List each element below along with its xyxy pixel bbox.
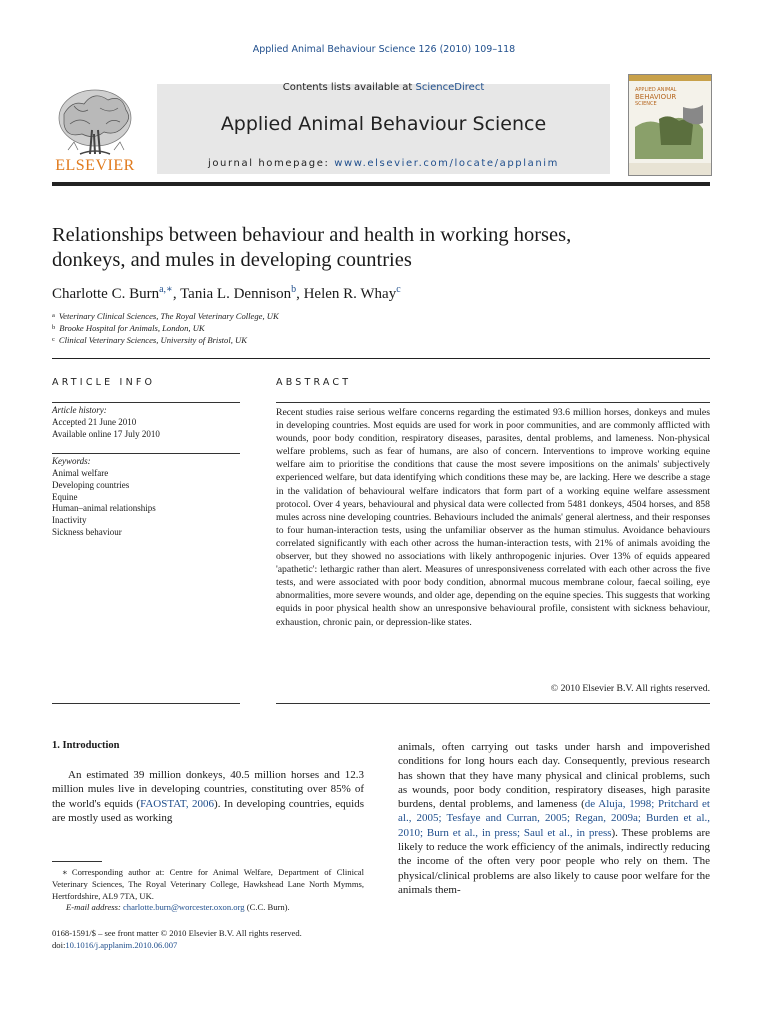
abstract-divider <box>276 703 710 704</box>
email-label: E-mail address: <box>66 902 121 913</box>
affiliations <box>52 310 279 346</box>
contents-line <box>157 82 610 93</box>
section-divider <box>52 358 710 359</box>
issn-line: 0168-1591/$ – see front matter © 2010 Elsevier B.V. All rights reserved. <box>52 928 302 938</box>
affiliation-text: Veterinary Clinical Sciences, The Royal Veterinary College, UK <box>58 311 279 321</box>
homepage-link[interactable]: www.elsevier.com/locate/applanim <box>334 158 560 169</box>
abstract-text: Recent studies raise serious welfare concerns regarding the estimated 93.6 million horses, donkeys and mules in developing countries. Most equids are used for work in poor communities, and are commonly afflicted with wounds, poor body condition, respiratory diseases, parasites, dental problems, and lameness. Non-physical welfare problems, such as fear of humans, are also of concern. Interventions to improve working equine welfare aim to prioritise the conditions that cause the most severe impositions on the animals' subjectively experienced welfare, but data identifying which conditions these may be, are lacking. Here we describe a stage in the validation of behavioural welfare indicators that form part of a working equine welfare assessment protocol. Over 4 years, behavioural and physical data were collected from 5481 donkeys, 4504 horses, and 858 mules across nine developing countries. Behaviours included the animals' general alertness, and their responses to four human-interaction tests, using the unfamiliar observer as the human stimulus. Avoidance behaviours correlated significantly with each other across the human-interaction tests, with 21% of animals avoiding the observer, but they showed no associations with likely anthropogenic injuries. Over 13% of equids appeared 'apathetic': lethargic rather than alert. Measures of unresponsiveness correlated with each other across the five tests, and were associated with poor body condition, abnormal mucous membrane colour, faecal soiling, eye abnormalities, more severe wounds, and older age, depending on the equine species. This suggests that working equids in poor physical health show an unresponsive behavioural profile, consistent with sickness behaviour, exhaustion, chronic pain, or depression-like states. <box>276 407 710 628</box>
citation-link[interactable]: FAOSTAT, 2006 <box>140 797 215 810</box>
abstract-copyright: © 2010 Elsevier B.V. All rights reserved. <box>550 683 710 694</box>
email-link[interactable]: charlotte.burn@worcester.oxon.org <box>122 902 245 913</box>
history-item: Available online 17 July 2010 <box>52 428 160 439</box>
article-info-heading: ARTICLE INFO <box>52 377 156 388</box>
abstract-heading: ABSTRACT <box>276 377 352 388</box>
article-title-line: donkeys, and mules in developing countries <box>52 249 412 271</box>
affiliation-mark: c <box>52 336 55 343</box>
affiliation-text: Clinical Veterinary Sciences, University of Bristol, UK <box>58 335 247 345</box>
cover-title <box>635 87 676 107</box>
abstract-divider <box>276 402 710 403</box>
keyword-item: Developing countries <box>52 479 130 490</box>
homepage-prefix: journal homepage: <box>207 158 335 169</box>
keyword-item: Sickness behaviour <box>52 526 122 537</box>
footnote-divider <box>52 861 102 862</box>
doi-line <box>52 940 302 952</box>
contents-prefix: Contents lists available at <box>282 82 416 93</box>
keyword-list <box>52 468 156 539</box>
sciencedirect-link[interactable]: ScienceDirect <box>415 82 485 93</box>
journal-homepage <box>157 158 610 169</box>
article-title <box>52 223 712 273</box>
paragraph-text: ). In developing countries, equids are mostly used as working <box>52 797 365 824</box>
affiliation-mark: a <box>52 312 55 319</box>
article-title-line: Relationships between behaviour and health in working horses, <box>52 224 572 246</box>
header-divider <box>52 182 710 186</box>
doi-prefix: doi: <box>52 939 66 950</box>
author-affiliation-mark[interactable]: a,∗ <box>159 284 173 295</box>
paragraph-text: An estimated 39 million donkeys, 40.5 million horses and 12.3 million mules live in developing countries, constituting over 85% of the world's equids ( <box>52 769 364 810</box>
corresponding-author-footnote <box>52 867 364 914</box>
journal-cover-thumbnail[interactable] <box>628 74 712 176</box>
affiliation-mark: b <box>52 324 56 331</box>
author-list: Charlotte C. Burn$^{a,∗}$, Tania L. Dennison$^b$, Helen R. Whay$^c$ <box>52 284 401 302</box>
cover-title-line: APPLIED ANIMAL <box>635 87 677 93</box>
front-matter-info <box>52 928 302 952</box>
journal-citation[interactable]: Applied Animal Behaviour Science 126 (2010) 109–118 <box>252 44 516 55</box>
author-name: Helen R. Whay <box>303 286 397 302</box>
keyword-item: Animal welfare <box>52 468 109 478</box>
section-heading-introduction: 1. Introduction <box>52 740 120 751</box>
author-affiliation-mark[interactable]: b <box>291 284 297 295</box>
author-name: Charlotte C. Burn <box>52 286 160 302</box>
history-item: Accepted 21 June 2010 <box>52 417 137 427</box>
intro-paragraph <box>52 768 364 825</box>
elsevier-wordmark[interactable]: ELSEVIER <box>55 157 135 174</box>
paragraph-text: animals, often carrying out tasks under harsh and impoverished conditions for long hours each day. Consequently, previous research has shown that they have many physical and clinical problems, such as wounds, poor body condition, respiratory diseases, high parasite burdens, dental problems, and lameness ( <box>398 741 710 811</box>
footnote-text: Corresponding author at: Centre for Animal Welfare, Department of Clinical Veterinary Sciences, The Royal Veterinary College, Hawkshead Lane North Mymms, Hertfordshire, AL9 7TA, UK. <box>52 867 364 901</box>
author-name: Tania L. Dennison <box>180 286 292 302</box>
keyword-item: Equine <box>52 491 78 502</box>
journal-name: Applied Animal Behaviour Science <box>220 113 547 135</box>
citation-links[interactable]: de Aluja, 1998; Pritchard et al., 2005; Tesfaye and Curran, 2005; Regan, 2009a; Burden et al., 2010; Burn et al., in press; Saul et al., in press <box>398 798 710 839</box>
article-info-divider <box>52 402 240 403</box>
cover-title-line: BEHAVIOUR <box>635 93 677 101</box>
intro-paragraph-continued <box>398 740 710 897</box>
article-info-divider <box>52 703 240 704</box>
author-affiliation-mark[interactable]: c <box>396 284 401 295</box>
keywords-label: Keywords: <box>52 456 91 466</box>
keyword-item: Inactivity <box>52 515 87 526</box>
footnote-mark: ∗ <box>62 867 68 877</box>
doi-link[interactable]: 10.1016/j.applanim.2010.06.007 <box>65 939 178 950</box>
affiliation-text: Brooke Hospital for Animals, London, UK <box>59 323 205 333</box>
article-info-divider <box>52 453 240 454</box>
paragraph-text: ). These problems are likely to reduce the work efficiency of the animals, indirectly reducing the income of the often very poor people who rely on them. The physical/clinical problems are also likely to cause poor welfare for the animals them- <box>398 826 710 896</box>
email-suffix: (C.C. Burn). <box>244 902 290 913</box>
article-history <box>52 417 160 441</box>
affiliation-item <box>52 310 279 322</box>
affiliation-item <box>52 334 279 346</box>
affiliation-item <box>52 322 279 334</box>
article-history-label: Article history: <box>52 405 107 415</box>
cover-title-line: SCIENCE <box>635 101 657 107</box>
keyword-item: Human–animal relationships <box>52 503 156 514</box>
